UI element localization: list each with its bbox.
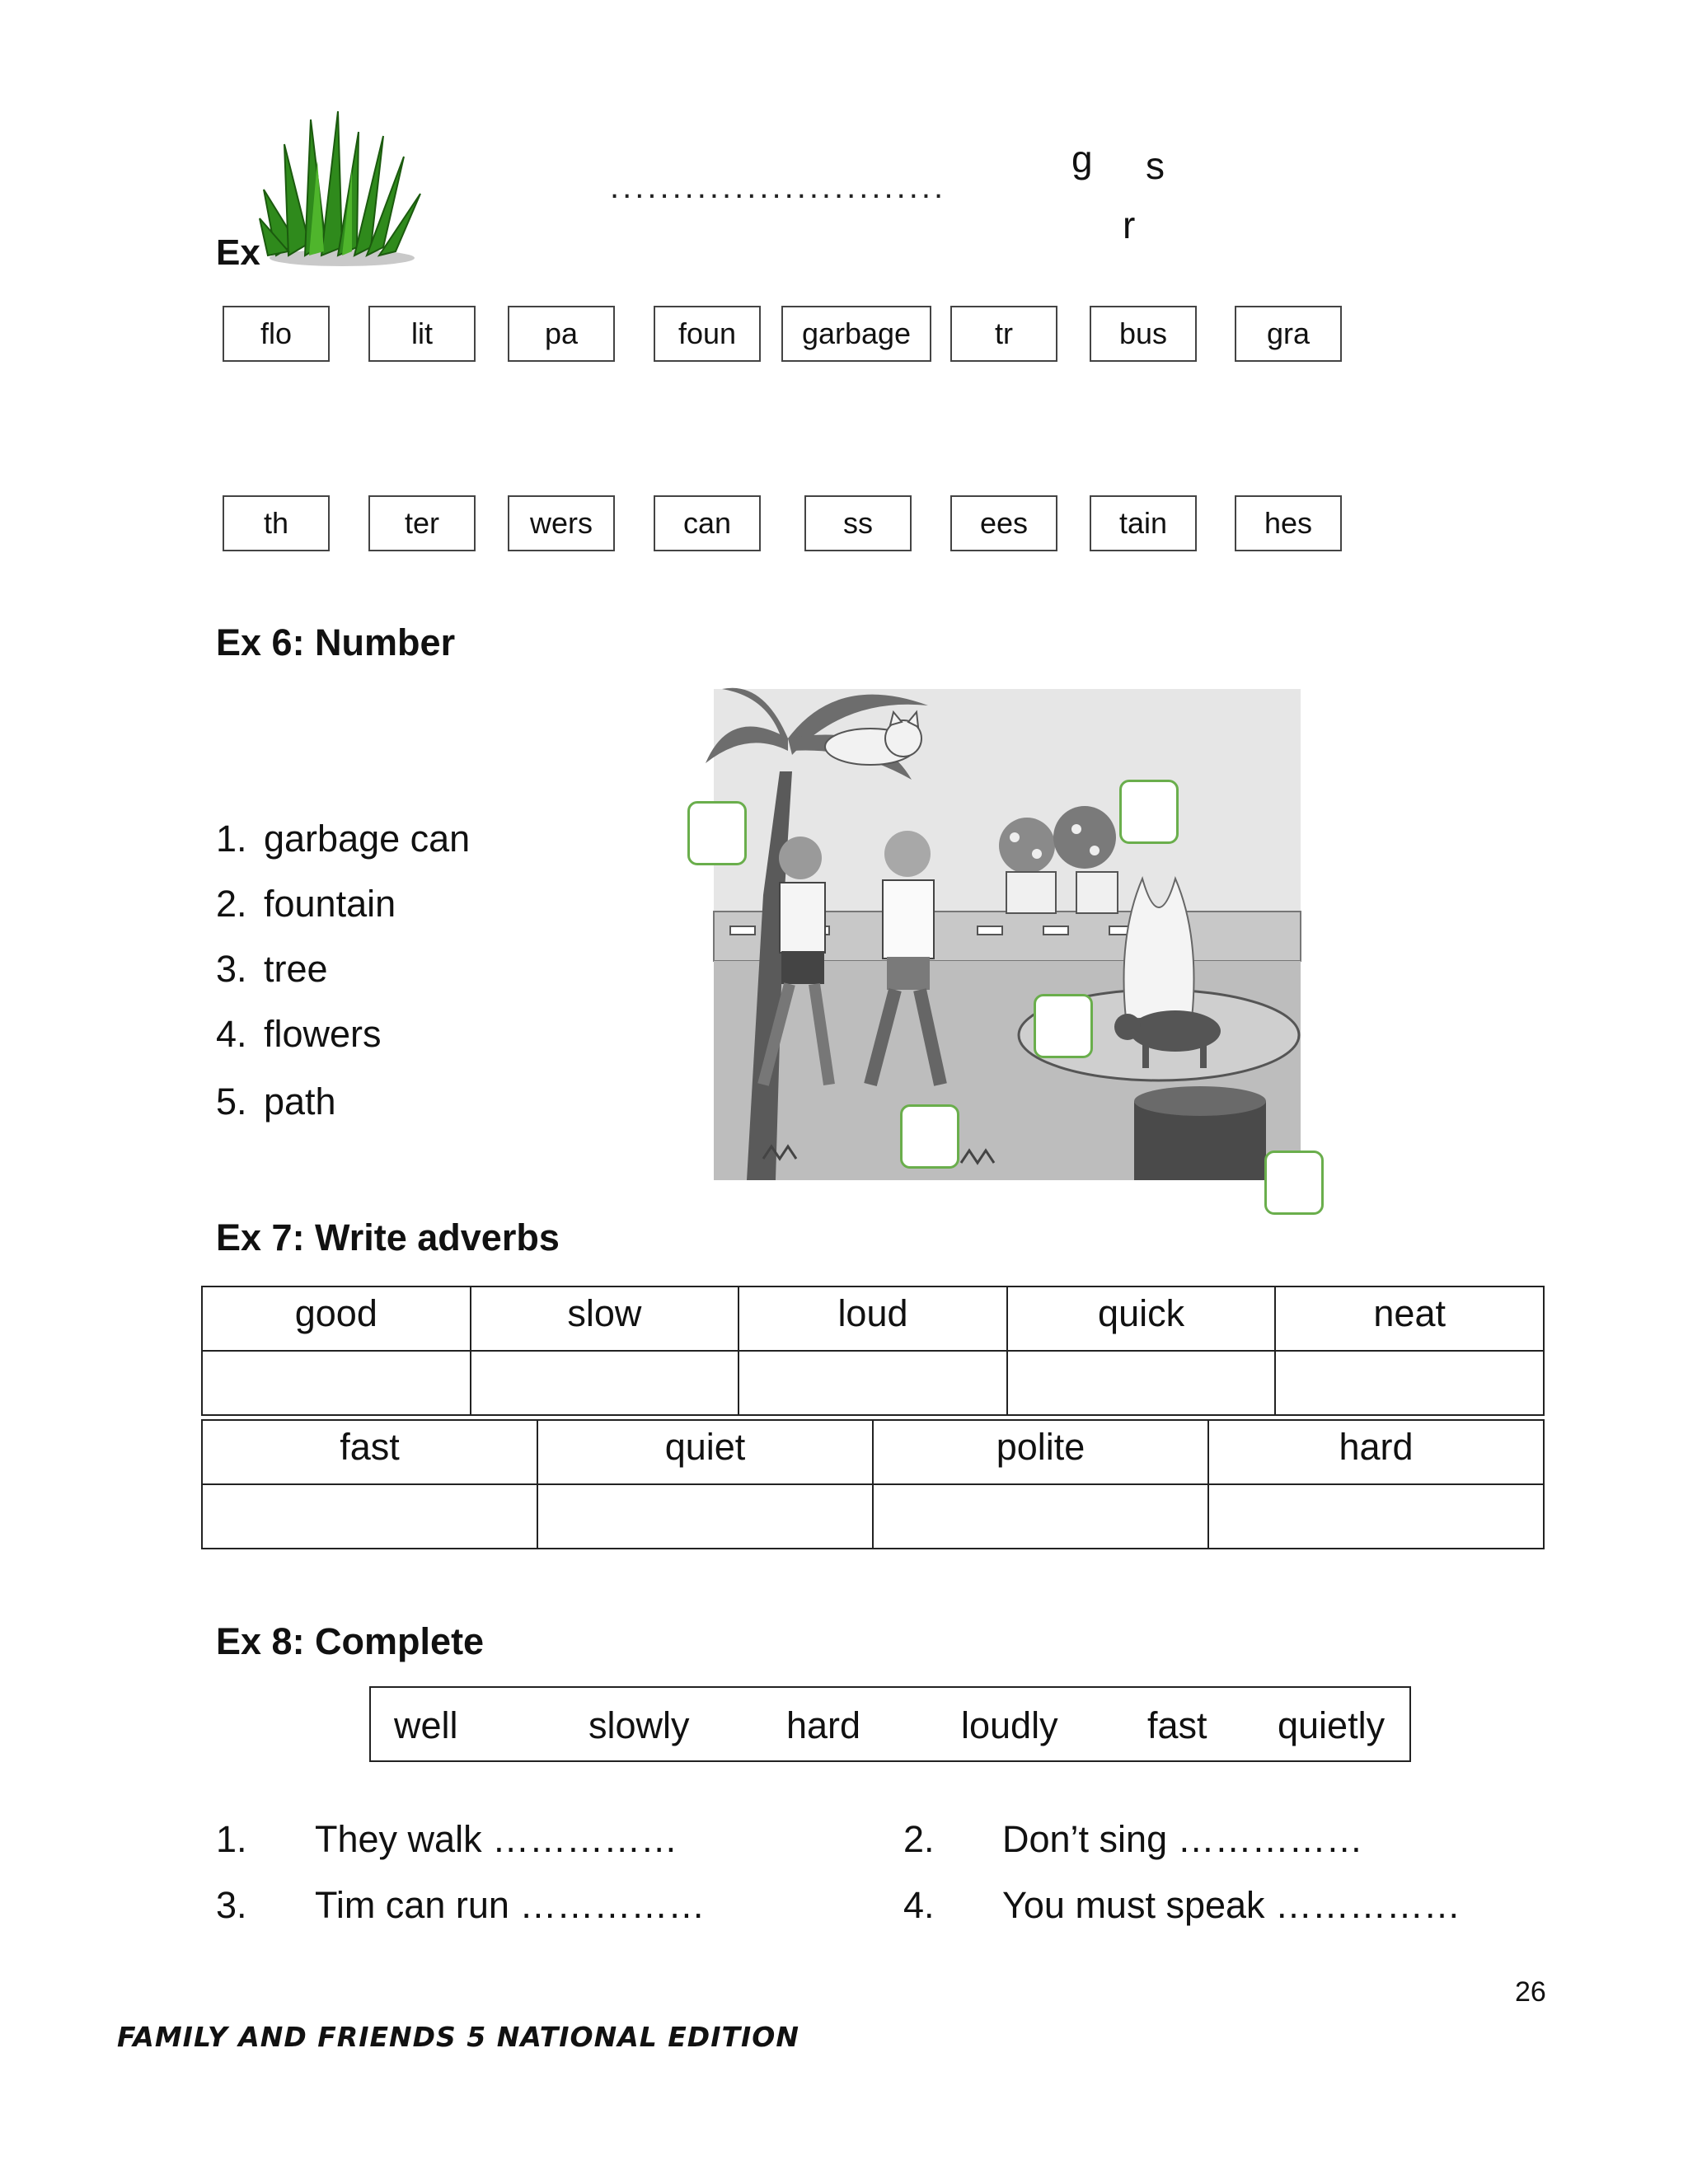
scattered-letter: g — [1071, 138, 1093, 180]
syllable-box[interactable]: bus — [1090, 306, 1197, 362]
answer-box[interactable] — [687, 801, 747, 865]
syllable-box[interactable]: gra — [1235, 306, 1342, 362]
word-bank-item: slowly — [588, 1704, 690, 1746]
syllable-box[interactable]: tr — [950, 306, 1057, 362]
word-bank-item: loudly — [961, 1704, 1058, 1746]
syllable-box[interactable]: lit — [368, 306, 476, 362]
answer-cell[interactable] — [1275, 1351, 1544, 1415]
answer-box[interactable] — [1264, 1151, 1324, 1215]
list-item — [216, 818, 470, 860]
answer-cell[interactable] — [202, 1351, 471, 1415]
exercise-label: Ex — [216, 232, 260, 273]
answer-box[interactable] — [900, 1104, 959, 1169]
syllable-box[interactable]: tain — [1090, 495, 1197, 551]
table-row — [202, 1484, 1544, 1549]
book-title: FAMILY AND FRIENDS 5 NATIONAL EDITION — [117, 2021, 799, 2053]
syllable-box[interactable]: garbage — [781, 306, 931, 362]
syllable-box[interactable]: wers — [508, 495, 615, 551]
answer-cell[interactable] — [471, 1351, 739, 1415]
word-bank-item: well — [394, 1704, 458, 1746]
adjective-cell: good — [202, 1286, 471, 1351]
item-number: 3. — [216, 1884, 247, 1926]
park-scene-illustration — [714, 689, 1301, 1180]
answer-cell[interactable] — [738, 1351, 1007, 1415]
adjective-cell: neat — [1275, 1286, 1544, 1351]
syllable-box[interactable]: flo — [223, 306, 330, 362]
table-row — [202, 1286, 1544, 1351]
item-text: tree — [264, 948, 328, 990]
word-bank — [369, 1686, 1411, 1762]
item-number: 1. — [216, 1818, 247, 1860]
ex8-heading: Ex 8: Complete — [216, 1620, 485, 1662]
item-text: path — [264, 1080, 336, 1122]
ex6-heading: Ex 6: Number — [216, 621, 456, 663]
answer-box[interactable] — [1119, 780, 1179, 844]
syllable-box[interactable]: ees — [950, 495, 1057, 551]
adverb-table-top — [201, 1286, 1545, 1416]
table-row — [202, 1420, 1544, 1484]
word-bank-item: hard — [786, 1704, 861, 1746]
item-text: fountain — [264, 883, 396, 925]
syllable-box[interactable]: ter — [368, 495, 476, 551]
list-item — [216, 1013, 382, 1056]
list-item — [216, 1080, 336, 1123]
sentence-text: You must speak …………… — [1002, 1884, 1461, 1926]
item-number: 3. — [216, 948, 247, 990]
adjective-cell: quick — [1007, 1286, 1276, 1351]
word-bank-item: fast — [1147, 1704, 1207, 1746]
syllable-box[interactable]: can — [654, 495, 761, 551]
sentence-text: Tim can run …………… — [315, 1884, 706, 1926]
sentence-text: They walk …………… — [315, 1818, 678, 1860]
word-bank-item: quietly — [1278, 1704, 1386, 1746]
answer-line: ........................... — [610, 169, 947, 205]
item-number: 2. — [216, 883, 247, 925]
item-number: 4. — [216, 1013, 247, 1055]
adjective-cell: slow — [471, 1286, 739, 1351]
answer-cell[interactable] — [537, 1484, 873, 1549]
answer-cell[interactable] — [1208, 1484, 1544, 1549]
item-number: 5. — [216, 1080, 247, 1122]
adjective-cell: hard — [1208, 1420, 1544, 1484]
table-row — [202, 1351, 1544, 1415]
answer-cell[interactable] — [873, 1484, 1208, 1549]
page-number: 26 — [1515, 1976, 1546, 2008]
sentence-text: Don’t sing …………… — [1002, 1818, 1363, 1860]
item-number: 1. — [216, 818, 247, 860]
list-item — [216, 883, 396, 926]
item-number: 4. — [903, 1884, 935, 1926]
item-number: 2. — [903, 1818, 935, 1860]
syllable-box[interactable]: hes — [1235, 495, 1342, 551]
syllable-box[interactable]: th — [223, 495, 330, 551]
scattered-letter: s — [1146, 144, 1165, 187]
answer-box[interactable] — [1034, 994, 1093, 1058]
scattered-letter: r — [1123, 204, 1136, 246]
answer-cell[interactable] — [202, 1484, 537, 1549]
adjective-cell: quiet — [537, 1420, 873, 1484]
syllable-box[interactable]: pa — [508, 306, 615, 362]
adverb-table-bottom — [201, 1419, 1545, 1549]
item-text: flowers — [264, 1013, 382, 1055]
syllable-box[interactable]: foun — [654, 306, 761, 362]
adjective-cell: fast — [202, 1420, 537, 1484]
ex7-heading: Ex 7: Write adverbs — [216, 1216, 560, 1258]
answer-cell[interactable] — [1007, 1351, 1276, 1415]
list-item — [216, 948, 328, 991]
adjective-cell: polite — [873, 1420, 1208, 1484]
grass-icon — [260, 111, 424, 268]
syllable-box[interactable]: ss — [804, 495, 912, 551]
adjective-cell: loud — [738, 1286, 1007, 1351]
item-text: garbage can — [264, 818, 471, 860]
